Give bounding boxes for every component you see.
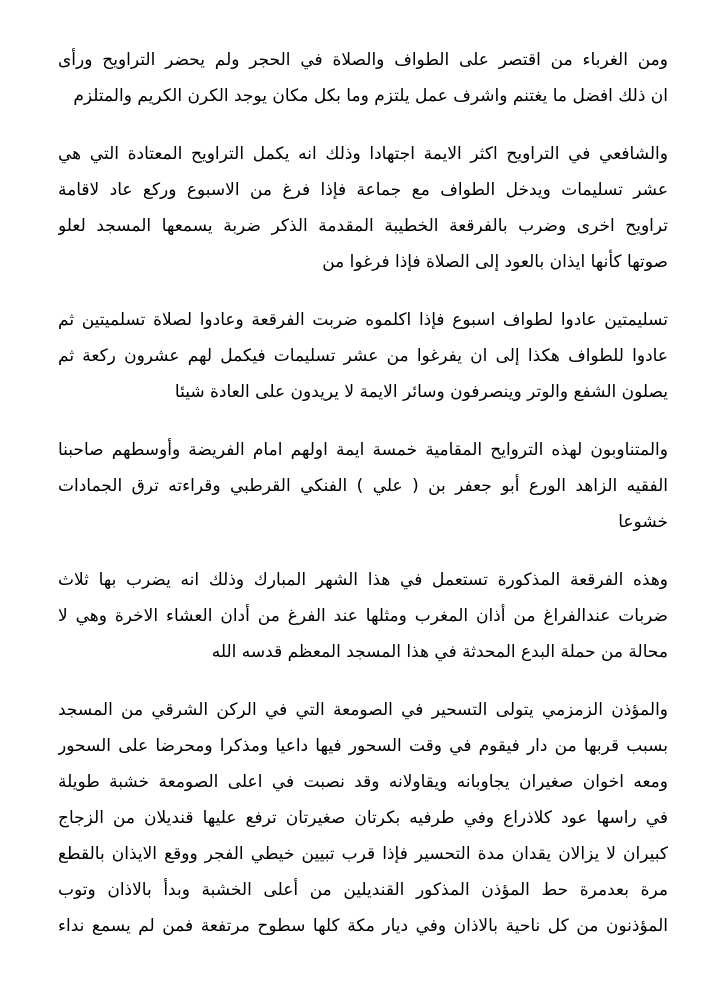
text-line: مرة بعدمرة حط المؤذن المذكور القنديلين من أعلى الخشبة وبدأ بالاذان وتوب (58, 880, 668, 900)
text-line: عادوا للطواف هكذا إلى ان يفرغوا من عشر تسليمات فيكمل لهم عشرون ركعة ثم (58, 346, 668, 366)
text-line: خشوعا (618, 512, 668, 532)
text-line: محالة من حملة البدع المحدثة في هذا المسجد المعظم قدسه الله (211, 642, 668, 662)
text-line: كبيران لا يزالان يقدان مدة التحسير فإذا قرب تبيين خيطي الفجر ووقع الايذان بالقطع (58, 844, 668, 864)
paragraph-6 (58, 692, 668, 944)
text-line: المؤذنون من كل ناحية بالاذان وفي ديار مكة كلها سطوح مرتفعة فمن لم يسمع نداء (58, 916, 668, 936)
text-line: وهذه الفرقعة المذكورة تستعمل في هذا الشهر المبارك وذلك انه يضرب بها ثلاث (58, 570, 668, 590)
paragraph-1 (58, 42, 668, 114)
paragraph-4 (58, 432, 668, 540)
text-line: والمؤذن الزمزمي يتولى التسحير في الصومعة التي في الركن الشرقي من المسجد (58, 700, 668, 720)
text-line: والمتناوبون لهذه التروايح المقامية خمسة ايمة اولهم امام الفريضة وأوسطهم صاحبنا (58, 440, 668, 460)
text-line: عشر تسليمات ويدخل الطواف مع جماعة فإذا فرغ من الاسبوع وركع عاد لاقامة (58, 180, 668, 200)
paragraph-2 (58, 136, 668, 280)
text-line: تسليمتين عادوا لطواف اسبوع فإذا اكلموه ضربت الفرقعة وعادوا لصلاة تسلميتين ثم (58, 310, 668, 330)
text-line: ان ذلك افضل ما يغتنم واشرف عمل يلتزم وما بكل مكان يوجد الكرن الكريم والمتلزم (73, 86, 668, 106)
paragraph-5 (58, 562, 668, 670)
text-line: بسبب قربها من دار فيقوم في وقت السحور فيها داعيا ومذكرا ومحرضا على السحور (58, 736, 668, 756)
text-line: ومعه اخوان صغيران يجاوبانه ويقاولانه وقد نصبت في اعلى الصومعة خشبة طويلة (58, 772, 668, 792)
text-line: ومن الغرباء من اقتصر على الطواف والصلاة في الحجر ولم يحضر التراويح ورأى (58, 50, 668, 70)
paragraph-3 (58, 302, 668, 410)
text-line: صوتها كأنها ايذان بالعود إلى الصلاة فإذا فرغوا من (322, 252, 668, 272)
text-line: ضربات عندالفراغ من أذان المغرب ومثلها عند الفرغ من أدان العشاء الاخرة وهي لا (58, 606, 668, 626)
text-line: والشافعي في التراويح اكثر الايمة اجتهادا وذلك انه يكمل التراويح المعتادة التي هي (58, 144, 668, 164)
text-line: في راسها عود كلاذراع وفي طرفيه بكرتان صغيرتان ترفع عليها قنديلان من الزجاج (58, 808, 668, 828)
text-line: يصلون الشفع والوتر وينصرفون وسائر الايمة لا يريدون على العادة شيئا (174, 382, 668, 402)
text-line: تراويح اخرى وضرب بالفرقعة الخطيبة المقدمة الذكر ضربة يسمعها المسجد لعلو (58, 216, 668, 236)
text-line: الفقيه الزاهد الورع أبو جعفر بن ( علي ) الفنكي القرطبي وقراءته ترق الجمادات (58, 476, 668, 496)
